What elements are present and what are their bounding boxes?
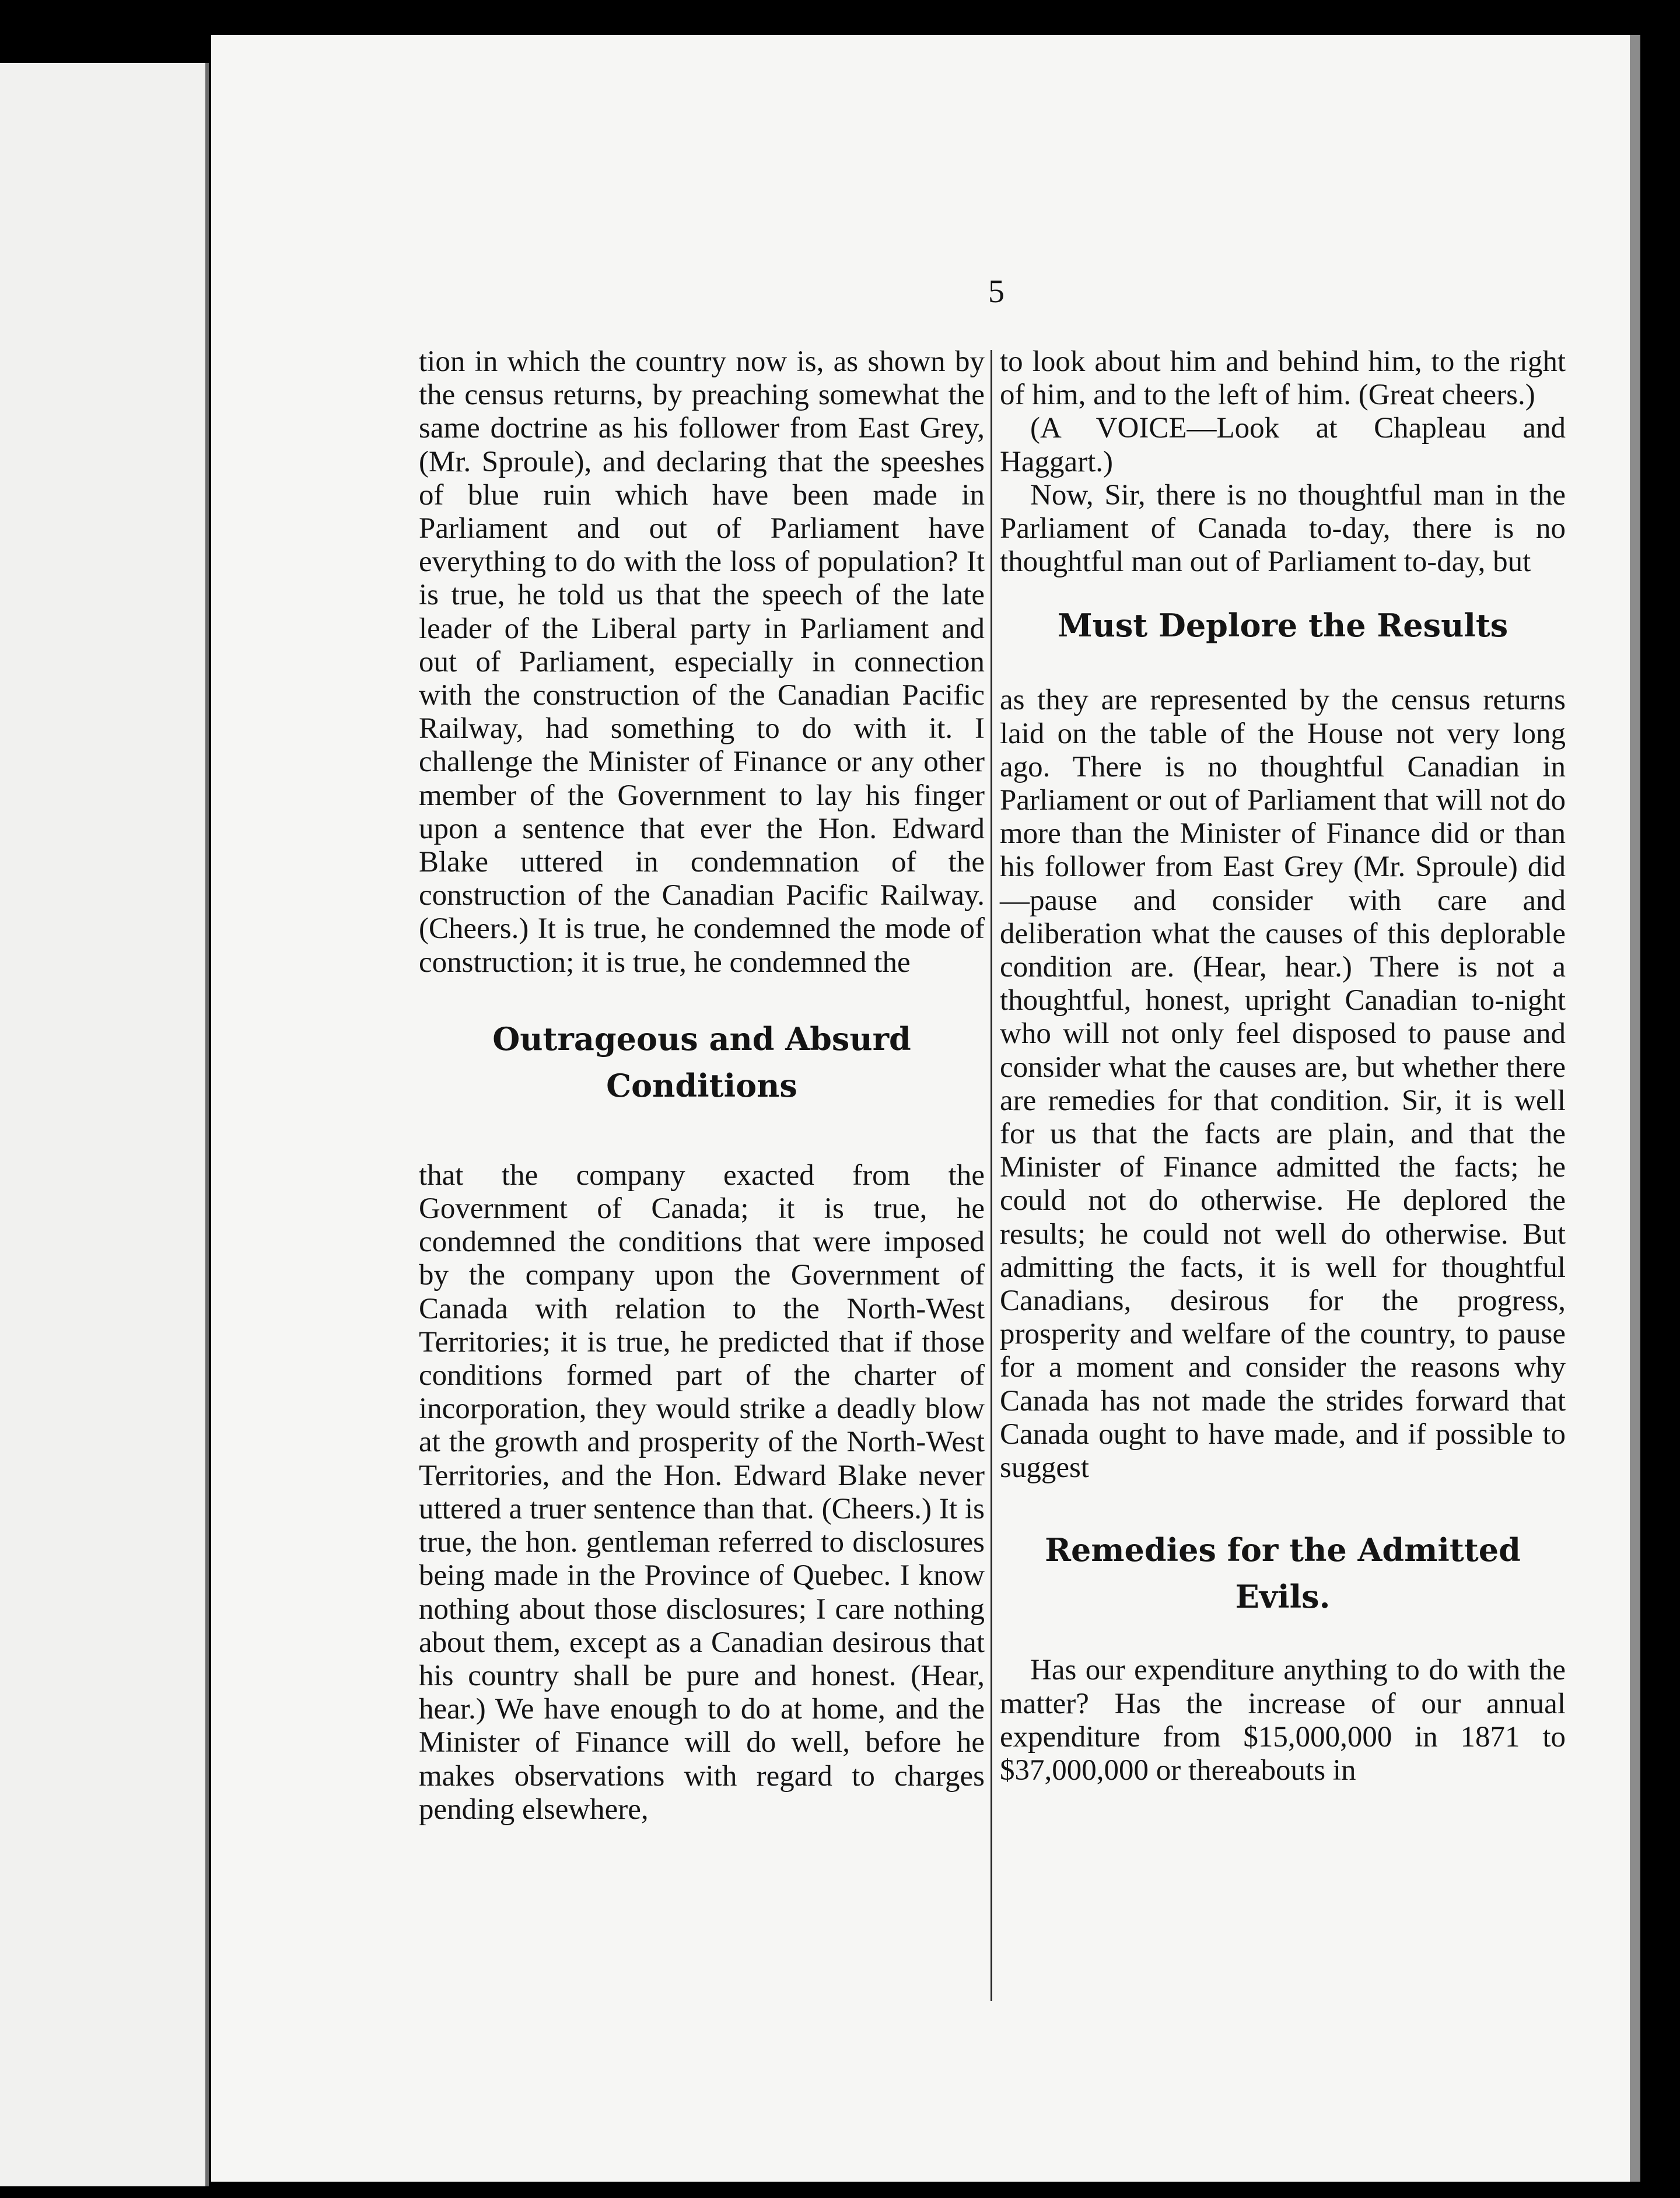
right-paragraph-5: Has our expenditure anything to do with the matter? Has the increase of our annual expenditure from $15,000,000 in 1871 to $37,000,000 or thereabouts in bbox=[1000, 1654, 1566, 1787]
left-paragraph-1: tion in which the country now is, as shown by the census returns, by preaching somewhat the same doctrine as his follower from East Grey, (Mr. Sproule), and declaring that the speeshes of blue ruin which have been made in Parliament and out of Parliament have everything to do with the loss of population? It is true, he told us that the speech of the late leader of the Liberal party in Parliament and out of Parliament, especially in connection with the construction of the Canadian Pacific Railway, had something to do with it. I challenge the Minister of Finance or any other member of the Government to lay his finger upon a sentence that ever the Hon. Edward Blake uttered in condemnation of the construction of the Canadian Pacific Railway. (Cheers.) It is true, he condemned the mode of construction; it is true, he condemned the bbox=[419, 345, 985, 979]
page-number: 5 bbox=[988, 274, 1005, 310]
left-paragraph-2: that the company exacted from the Government of Canada; it is true, he condemned the conditions that were imposed by the company upon the Government of Canada with relation to the North-West Territories; it is true, he predicted that if those conditions formed part of the charter of incorporation, they would strike a deadly blow at the growth and prosperity of the North-West Territories, and the Hon. Edward Blake never uttered a truer sentence than that. (Cheers.) It is true, the hon. gentleman referred to disclosures being made in the Province of Quebec. I know nothing about those disclosures; I care nothing about them, except as a Canadian desirous that his country shall be pure and honest. (Hear, hear.) We have enough to do at home, and the Minister of Finance will do well, before he makes observations with regard to charges pending elsewhere, bbox=[419, 1158, 985, 1826]
right-paragraph-4: as they are represented by the census returns laid on the table of the House not very long ago. There is no thoughtful Canadian in Parliament or out of Parliament that will not do more than the Minister of Finance did or than his follower from East Grey (Mr. Sproule) did—pause and consider with care and deliberation what the causes of this deplorable condition are. (Hear, hear.) There is not a thoughtful, honest, upright Canadian to-night who will not only feel disposed to pause and consider what the causes are, but whether there are remedies for that condition. Sir, it is well for us that the facts are plain, and that the Minister of Finance admitted the facts; he could not do otherwise. He deplored the results; he could not well do otherwise. But admitting the facts, it is well for thoughtful Canadians, desirous for the progress, prosperity and welfare of the country, to pause for a moment and consider the reasons why Canada has not made the strides forward that Canada ought to have made, and if possible to suggest bbox=[1000, 684, 1566, 1485]
section-heading-remedies: Remedies for the Admitted Evils. bbox=[1045, 1531, 1521, 1616]
right-paragraph-3: Now, Sir, there is no thoughtful man in the Parliament of Canada to-day, there is no thoughtful man out of Parliament to-day, but bbox=[1000, 478, 1566, 579]
section-heading-outrageous-conditions: Outrageous and Absurd Conditions bbox=[492, 1020, 911, 1104]
right-text-column bbox=[1000, 345, 1566, 1787]
page-edge-shadow bbox=[1630, 35, 1640, 2182]
left-text-column bbox=[419, 345, 985, 1826]
right-paragraph-1: to look about him and behind him, to the right of him, and to the left of him. (Great cheers.) bbox=[1000, 345, 1566, 412]
section-heading-deplore-results: Must Deplore the Results bbox=[1057, 607, 1508, 645]
column-rule bbox=[991, 350, 992, 2001]
facing-page-edge bbox=[0, 63, 209, 2186]
right-paragraph-voice: (A VOICE—Look at Chapleau and Haggart.) bbox=[1000, 412, 1566, 478]
